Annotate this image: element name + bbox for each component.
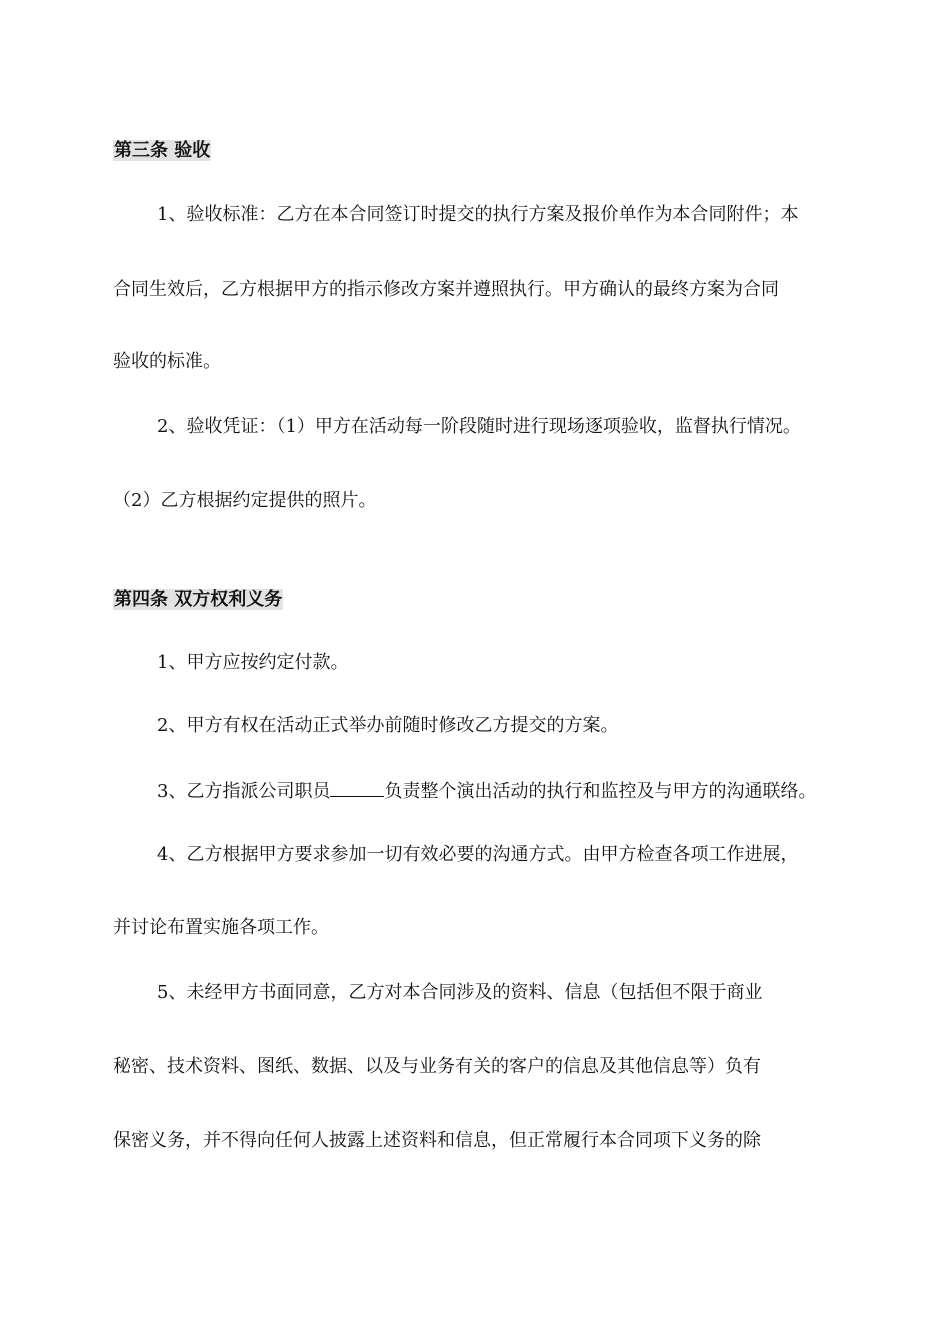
clause-4-4-line-2: 并讨论布置实施各项工作。 [113,917,329,938]
clause-4-3-after-blank: 负责整个演出活动的执行和监控及与甲方的沟通联络。 [384,781,817,802]
clause-4-4-line-1: 4、乙方根据甲方要求参加一切有效必要的沟通方式。由甲方检查各项工作进展， [157,844,799,865]
clause-3-1-line-1: 1、验收标准：乙方在本合同签订时提交的执行方案及报价单作为本合同附件；本 [157,204,799,225]
clause-4-3-line-1 [157,778,816,804]
clause-4-5-line-1: 5、未经甲方书面同意，乙方对本合同涉及的资料、信息（包括但不限于商业 [157,982,763,1003]
fill-in-blank-line [330,778,384,797]
section-3-heading: 第三条 验收 [114,140,211,161]
clause-3-2-line-1: 2、验收凭证：（1）甲方在活动每一阶段随时进行现场逐项验收，监督执行情况。 [157,416,801,437]
section-4-heading: 第四条 双方权利义务 [114,589,283,610]
clause-4-5-line-2: 秘密、技术资料、图纸、数据、以及与业务有关的客户的信息及其他信息等）负有 [113,1056,761,1077]
clause-3-2-line-2: （2）乙方根据约定提供的照片。 [113,490,377,511]
clause-4-2-line-1: 2、甲方有权在活动正式举办前随时修改乙方提交的方案。 [157,715,619,736]
clause-3-1-line-2: 合同生效后，乙方根据甲方的指示修改方案并遵照执行。甲方确认的最终方案为合同 [113,279,779,300]
clause-4-3-before-blank: 3、乙方指派公司职员 [157,781,331,802]
clause-3-1-line-3: 验收的标准。 [113,351,221,372]
clause-4-5-line-3: 保密义务，并不得向任何人披露上述资料和信息，但正常履行本合同项下义务的除 [113,1130,761,1151]
clause-4-1-line-1: 1、甲方应按约定付款。 [157,652,349,673]
